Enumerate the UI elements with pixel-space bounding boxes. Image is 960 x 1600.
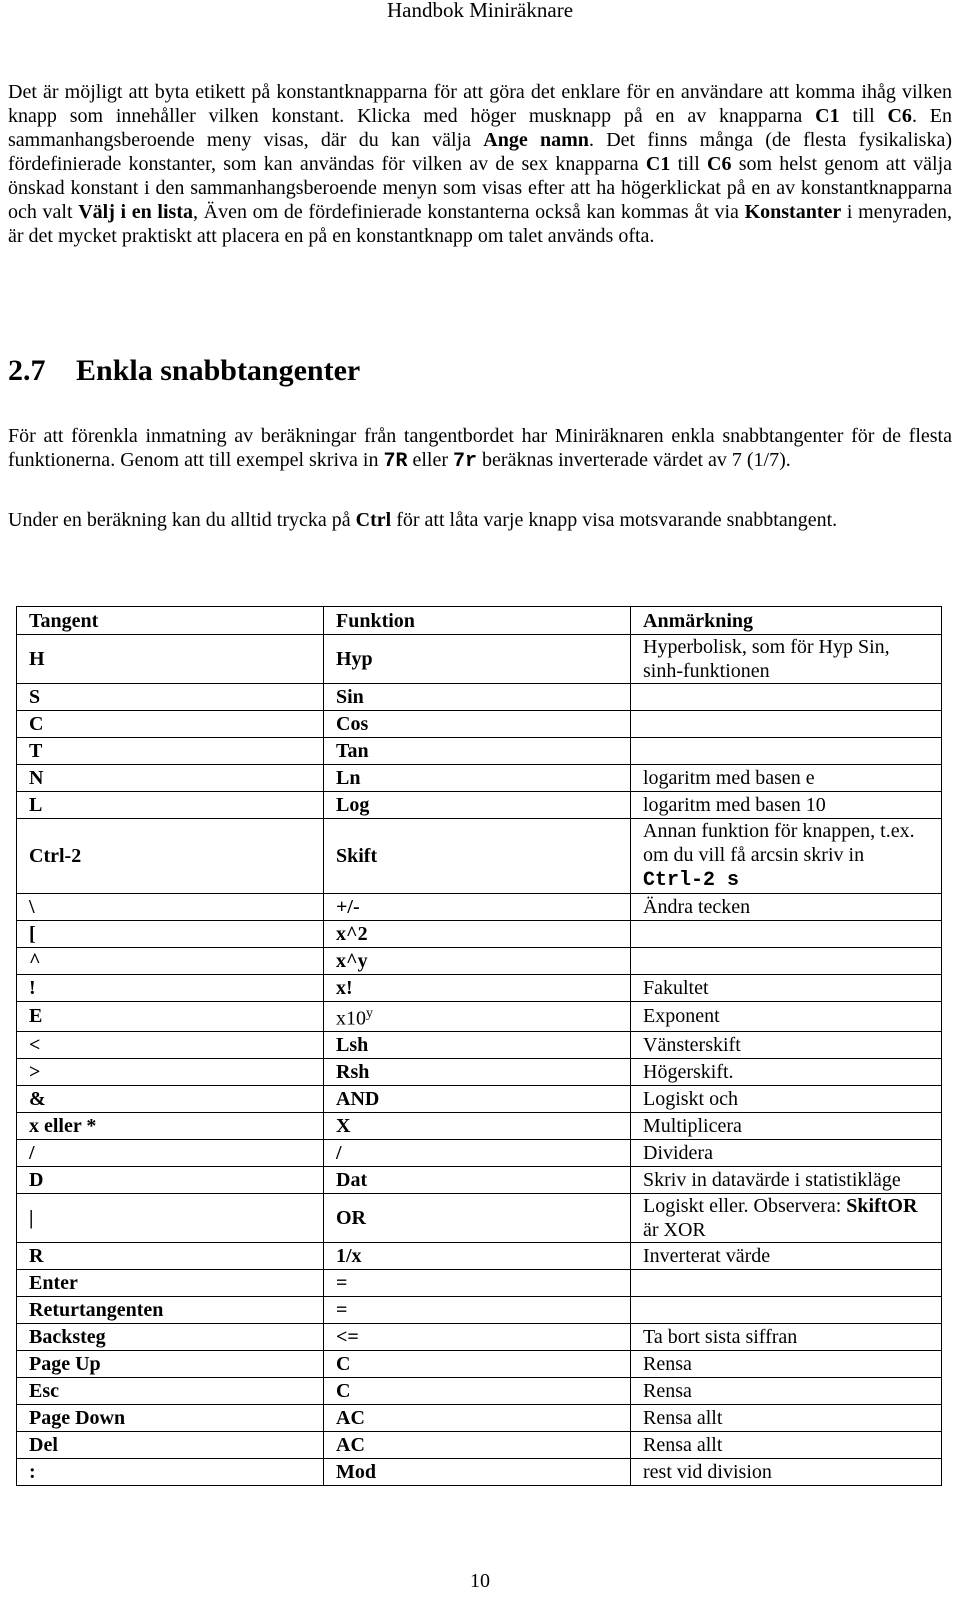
table-row [17, 975, 942, 1002]
text: Det är möjligt att byta etikett på konstantknapparna för att göra det enklare för en användare att komma ihåg vilken knapp som innehåller vilken konstant. Klicka med höger musknapp på en av knapparna [8, 81, 952, 127]
table-row [17, 948, 942, 975]
note-tail: är XOR [643, 1218, 706, 1241]
function-cell: Hyp [324, 635, 631, 684]
note-cell: Rensa [631, 1377, 942, 1404]
header-anmarkning: Anmärkning [631, 607, 942, 635]
table-row [17, 792, 942, 819]
section-number: 2.7 [8, 354, 46, 387]
note-cell: Multiplicera [631, 1112, 942, 1139]
table-row [17, 1296, 942, 1323]
text: för att låta varje knapp visa motsvarande snabbtangent. [391, 509, 838, 531]
table-row [17, 1242, 942, 1269]
function-cell: AND [324, 1085, 631, 1112]
header-funktion: Funktion [324, 607, 631, 635]
table-row [17, 1112, 942, 1139]
text: . En sammanhangsberoende meny visas, där du kan välja [8, 105, 952, 151]
function-cell: Rsh [324, 1058, 631, 1085]
note-cell: Dividera [631, 1139, 942, 1166]
table-row [17, 1431, 942, 1458]
table-row [17, 711, 942, 738]
table-row [17, 1085, 942, 1112]
note-cell: Inverterat värde [631, 1242, 942, 1269]
function-cell [324, 1002, 631, 1032]
note-bold: SkiftOR [846, 1194, 918, 1217]
paragraph-ctrl [8, 508, 952, 532]
key-cell: & [17, 1085, 324, 1112]
table-row [17, 819, 942, 894]
note-cell: Ta bort sista siffran [631, 1323, 942, 1350]
table-row [17, 635, 942, 684]
key-cell: > [17, 1058, 324, 1085]
note-cell: Skriv in datavärde i statistikläge [631, 1166, 942, 1193]
shortcut-table [16, 606, 942, 1486]
function-cell: X [324, 1112, 631, 1139]
key-cell: ! [17, 975, 324, 1002]
key-cell: E [17, 1002, 324, 1032]
text: i menyraden, är det mycket praktiskt att placera en på en konstantknapp om talet används ofta. [8, 201, 952, 247]
key-cell: Enter [17, 1269, 324, 1296]
key-cell: Del [17, 1431, 324, 1458]
function-cell: Ln [324, 765, 631, 792]
table-row [17, 684, 942, 711]
page-header: Handbok Miniräknare [386, 0, 574, 22]
function-cell: Dat [324, 1166, 631, 1193]
code: 7r [453, 450, 478, 473]
table-header-row [17, 607, 942, 635]
paragraph-intro [8, 424, 952, 474]
function-cell: Log [324, 792, 631, 819]
key-cell: Returtangenten [17, 1296, 324, 1323]
section-heading [8, 354, 360, 388]
table-row [17, 1404, 942, 1431]
function-cell: C [324, 1377, 631, 1404]
table-row [17, 1377, 942, 1404]
function-base: x10 [336, 1007, 366, 1030]
page-number: 10 [470, 1570, 490, 1592]
key-cell: Page Up [17, 1350, 324, 1377]
table-row [17, 1058, 942, 1085]
note-cell [631, 948, 942, 975]
table-row [17, 765, 942, 792]
note-cell: Hyperbolisk, som för Hyp Sin, sinh-funktionen [631, 635, 942, 684]
function-cell: = [324, 1269, 631, 1296]
key-cell: D [17, 1166, 324, 1193]
function-superscript: y [366, 1006, 373, 1021]
function-cell: Sin [324, 684, 631, 711]
function-cell: AC [324, 1431, 631, 1458]
table-row [17, 1166, 942, 1193]
text: C1 [645, 153, 671, 175]
text: Konstanter [744, 201, 842, 223]
text: , Även om de fördefinierade konstanterna också kan kommas åt via [192, 201, 745, 223]
function-cell: x! [324, 975, 631, 1002]
key-cell: Page Down [17, 1404, 324, 1431]
function-cell: +/- [324, 894, 631, 921]
note-cell [631, 684, 942, 711]
key-cell: R [17, 1242, 324, 1269]
note-cell [631, 819, 942, 894]
key-cell: x eller * [17, 1112, 324, 1139]
table-row [17, 1269, 942, 1296]
function-cell: Tan [324, 738, 631, 765]
function-cell: 1/x [324, 1242, 631, 1269]
note-cell: Ändra tecken [631, 894, 942, 921]
note-cell: Fakultet [631, 975, 942, 1002]
key-cell: [ [17, 921, 324, 948]
function-cell: x^y [324, 948, 631, 975]
text: eller [407, 449, 454, 471]
text: C6 [887, 105, 912, 127]
key-cell: ^ [17, 948, 324, 975]
note-text: Logiskt eller. Observera: [643, 1194, 847, 1217]
note-cell: Rensa allt [631, 1431, 942, 1458]
text: . Det finns många (de flesta fysikaliska) fördefinierade konstanter, som kan användas för vilken av de sex knapparna [8, 129, 952, 175]
key-cell: \ [17, 894, 324, 921]
function-cell: / [324, 1139, 631, 1166]
note-cell: rest vid division [631, 1458, 942, 1485]
note-cell: Logiskt och [631, 1085, 942, 1112]
text: Ctrl [355, 509, 392, 531]
text: C6 [707, 153, 732, 175]
text: beräknas inverterade värdet av 7 (1/7). [477, 449, 791, 471]
function-cell: Lsh [324, 1031, 631, 1058]
note-cell [631, 921, 942, 948]
key-cell: Esc [17, 1377, 324, 1404]
key-cell: : [17, 1458, 324, 1485]
note-cell: Vänsterskift [631, 1031, 942, 1058]
function-cell: <= [324, 1323, 631, 1350]
table-row [17, 738, 942, 765]
note-cell [631, 1193, 942, 1242]
function-cell: Mod [324, 1458, 631, 1485]
function-cell: C [324, 1350, 631, 1377]
text: Ange namn [483, 129, 589, 151]
key-cell: / [17, 1139, 324, 1166]
key-cell: L [17, 792, 324, 819]
note-cell [631, 711, 942, 738]
text: För att förenkla inmatning av beräkningar från tangentbordet har Miniräknaren enkla snabbtangenter för de flesta funktionerna. Genom att till exempel skriva in [8, 425, 952, 471]
text: C1 [815, 105, 840, 127]
text: som helst genom att välja önskad konstant i den sammanhangsberoende menyn som visas efter att ha högerklickat på en av konstantknapparna och valt [8, 153, 953, 223]
function-cell: AC [324, 1404, 631, 1431]
note-cell [631, 1296, 942, 1323]
key-cell: T [17, 738, 324, 765]
table-row [17, 1193, 942, 1242]
paragraph-constants [8, 80, 952, 248]
note-cell: logaritm med basen 10 [631, 792, 942, 819]
table-row [17, 1458, 942, 1485]
note-cell [631, 1269, 942, 1296]
key-cell: C [17, 711, 324, 738]
note-cell [631, 738, 942, 765]
text: till [839, 105, 888, 127]
note-cell: Rensa allt [631, 1404, 942, 1431]
note-cell: Rensa [631, 1350, 942, 1377]
note-cell: Högerskift. [631, 1058, 942, 1085]
table-row [17, 894, 942, 921]
header-tangent: Tangent [17, 607, 324, 635]
key-cell: | [17, 1193, 324, 1242]
key-cell: Ctrl-2 [17, 819, 324, 894]
note-cell: Exponent [631, 1002, 942, 1032]
table-row [17, 1002, 942, 1032]
table-row [17, 1323, 942, 1350]
key-cell: S [17, 684, 324, 711]
text: Under en beräkning kan du alltid trycka på [8, 509, 356, 531]
note-cell: logaritm med basen e [631, 765, 942, 792]
key-cell: Backsteg [17, 1323, 324, 1350]
key-cell: N [17, 765, 324, 792]
code: 7R [383, 450, 408, 473]
table-row [17, 921, 942, 948]
function-cell: OR [324, 1193, 631, 1242]
function-cell: Skift [324, 819, 631, 894]
function-cell: = [324, 1296, 631, 1323]
note-code: Ctrl-2 s [643, 869, 740, 892]
text: Välj i en lista [78, 201, 193, 223]
table-row [17, 1031, 942, 1058]
section-title: Enkla snabbtangenter [76, 354, 361, 387]
key-cell: H [17, 635, 324, 684]
note-text: Annan funktion för knappen, t.ex. om du vill få arcsin skriv in [643, 820, 915, 866]
key-cell: < [17, 1031, 324, 1058]
table-row [17, 1139, 942, 1166]
table-row [17, 1350, 942, 1377]
function-cell: Cos [324, 711, 631, 738]
function-cell: x^2 [324, 921, 631, 948]
text: till [670, 153, 708, 175]
